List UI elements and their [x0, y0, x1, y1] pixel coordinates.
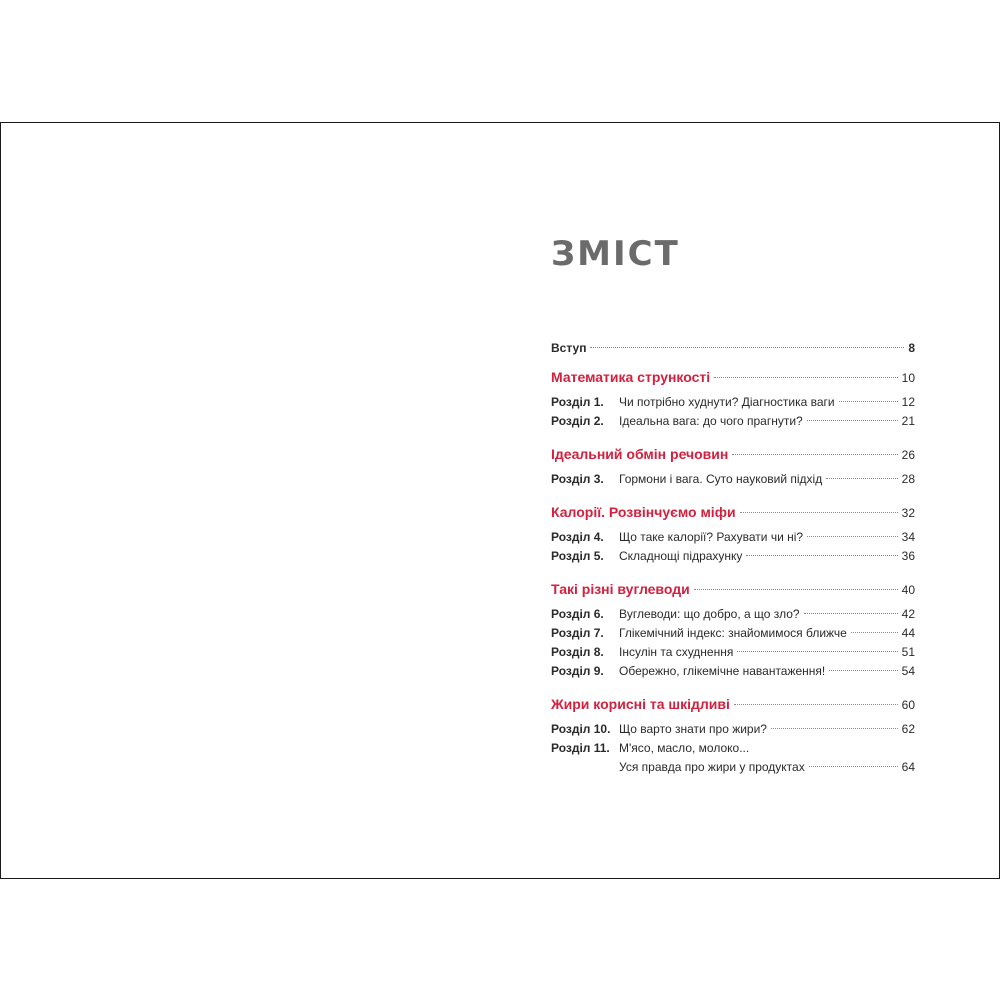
- toc-chapter-entry[interactable]: [551, 412, 915, 431]
- chapter-title: Глікемічний індекс: знайомимося ближче: [619, 626, 847, 640]
- dot-leader: [732, 454, 897, 455]
- chapter-label: Розділ 2.: [551, 414, 604, 428]
- toc-page-number: 26: [901, 448, 915, 462]
- table-of-contents: [551, 339, 915, 777]
- toc-chapter-entry[interactable]: [551, 605, 915, 624]
- dot-leader: [590, 347, 904, 348]
- toc-part-heading[interactable]: [551, 443, 915, 465]
- toc-chapter-entry[interactable]: [551, 720, 915, 739]
- toc-chapter-entry[interactable]: [551, 393, 915, 412]
- toc-page-number: 8: [908, 341, 915, 355]
- chapter-label: Розділ 4.: [551, 530, 604, 544]
- toc-part-title: Ідеальний обмін речовин: [551, 446, 729, 462]
- toc-page-number: 34: [901, 530, 915, 544]
- chapter-label: Розділ 1.: [551, 395, 604, 409]
- chapter-label: Розділ 7.: [551, 626, 604, 640]
- page-title: ЗМІСТ: [551, 234, 680, 274]
- toc-chapter-entry[interactable]: [551, 662, 915, 681]
- toc-page-number: 10: [901, 371, 915, 385]
- chapter-title: Вуглеводи: що добро, а що зло?: [619, 607, 800, 621]
- chapter-label: Розділ 3.: [551, 472, 604, 486]
- dot-leader: [734, 704, 898, 705]
- chapter-title: М'ясо, масло, молоко...: [619, 741, 750, 755]
- toc-page-number: 32: [901, 506, 915, 520]
- chapter-title: Що таке калорії? Рахувати чи ні?: [619, 530, 804, 544]
- dot-leader: [746, 555, 897, 556]
- toc-entry-title: Вступ: [551, 341, 587, 355]
- toc-page-number: 51: [901, 645, 915, 659]
- toc-part-title: Математика стрункості: [551, 369, 711, 385]
- dot-leader: [740, 512, 898, 513]
- toc-part-title: Жири корисні та шкідливі: [551, 696, 730, 712]
- toc-chapter-entry[interactable]: [551, 470, 915, 489]
- chapter-label: Розділ 10.: [551, 722, 611, 736]
- toc-chapter-entry[interactable]: [551, 643, 915, 662]
- toc-page-number: 44: [901, 626, 915, 640]
- chapter-title: Складнощі підрахунку: [619, 549, 743, 563]
- chapter-label: Розділ 5.: [551, 549, 604, 563]
- dot-leader: [809, 766, 898, 767]
- toc-page-number: 62: [901, 722, 915, 736]
- dot-leader: [826, 478, 897, 479]
- chapter-title: Ідеальна вага: до чого прагнути?: [619, 414, 803, 428]
- toc-entry-intro[interactable]: [551, 339, 915, 358]
- dot-leader: [851, 632, 898, 633]
- toc-chapter-entry[interactable]: [551, 528, 915, 547]
- toc-chapter-entry[interactable]: [551, 547, 915, 566]
- dot-leader: [807, 420, 898, 421]
- toc-page-number: 21: [901, 414, 915, 428]
- toc-page-number: 54: [901, 664, 915, 678]
- toc-part-heading[interactable]: [551, 578, 915, 600]
- toc-part-title: Калорії. Розвінчуємо міфи: [551, 504, 736, 520]
- chapter-label: Розділ 9.: [551, 664, 604, 678]
- dot-leader: [694, 589, 898, 590]
- dot-leader: [737, 651, 897, 652]
- chapter-label: Розділ 11.: [551, 741, 610, 755]
- toc-page-number: 12: [901, 395, 915, 409]
- chapter-title: Чи потрібно худнути? Діагностика ваги: [619, 395, 835, 409]
- chapter-title: Гормони і вага. Суто науковий підхід: [619, 472, 823, 486]
- toc-chapter-entry[interactable]: [551, 739, 915, 777]
- chapter-title-continued: Уся правда про жири у продуктах: [619, 760, 805, 774]
- toc-page-number: 36: [901, 549, 915, 563]
- toc-part-heading[interactable]: [551, 366, 915, 388]
- chapter-title: Обережно, глікемічне навантаження!: [619, 664, 826, 678]
- toc-page-number: 40: [901, 583, 915, 597]
- toc-part-title: Такі різні вуглеводи: [551, 581, 690, 597]
- dot-leader: [771, 728, 898, 729]
- toc-page-number: 64: [901, 760, 915, 774]
- dot-leader: [839, 401, 898, 402]
- chapter-title: Що варто знати про жири?: [619, 722, 767, 736]
- toc-page-number: 28: [901, 472, 915, 486]
- toc-chapter-entry[interactable]: [551, 624, 915, 643]
- dot-leader: [807, 536, 898, 537]
- chapter-label: Розділ 6.: [551, 607, 604, 621]
- dot-leader: [804, 613, 898, 614]
- toc-part-heading[interactable]: [551, 693, 915, 715]
- toc-part-heading[interactable]: [551, 501, 915, 523]
- toc-page-number: 60: [901, 698, 915, 712]
- dot-leader: [714, 377, 897, 378]
- toc-page-number: 42: [901, 607, 915, 621]
- chapter-title: Інсулін та схуднення: [619, 645, 734, 659]
- chapter-label: Розділ 8.: [551, 645, 604, 659]
- dot-leader: [829, 670, 897, 671]
